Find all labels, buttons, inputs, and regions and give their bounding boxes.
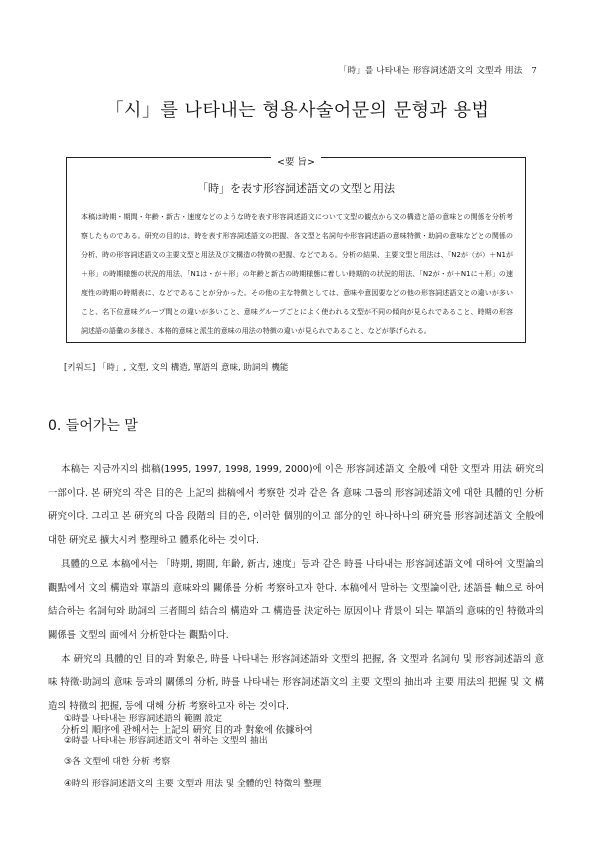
abstract-body: 本稿は時期・期間・年齢・新古・速度などのような時を表す形容詞述語文について文型の観点から文の構造と語の意味との関係を分析考察したものである。研究の目的は、時を表す形容詞述語文の把握、各文型と名詞句や形容詞述語の意味特徴・助詞の意味などとの関係の分析、時の形容詞述語文の主要文型と用法及び文構造の特徴の把握、などである。分析の結果、主要文型と用法は、「N2が（が）＋N1が＋形」の時期様態の状況的用法、「N1は・が＋形」の年齢と新古の時期様態に着しい時期的の状況的用法、「N2が・が＋N1に＋形」の速度性の時期の時期表に、などであることが分かった。その他の主な特徴としては、意味や意図要などの他の形容詞述語文との違いが多いこと、名下位意味グループ間との違いが多いこと、意味グループごとによく使われる文型が不同の傾向が見られであること、時期の形容詞述語の語彙の多様さ、本格的意味と派生的意味の用法の特徴の違いが見られであること、などが挙げられる。 [81,213,513,335]
section-heading: 0. 들어가는 말 [48,418,138,434]
abstract-box [66,157,526,343]
page-title: 「시」를 나타내는 형용사술어문의 문형과 용법 [105,100,490,121]
list-item: ①時를 나타내는 形容詞述語의 範圍 設定 [64,714,223,724]
abstract-label-wrap [67,150,525,169]
paragraph: 具體的으로 本稿에서는 「時期, 期間, 年齡, 新古, 速度」등과 같은 時를 나타내는 形容詞述語文에 대하여 文型論의 觀點에서 文의 構造와 單語의 意味와의 關係를 分析 考察하고자 한다. 本稿에서 말하는 文型論이란, 述語를 軸으로 하여 結合하는 名詞句와 助詞의 三者間의 結合의 構造와 그 構造를 決定하는 原因이나 背景이 되는 單語의 意味的인 特徵과의 關係를 文型의 面에서 分析한다는 觀點이다. [48,558,544,641]
list-item: ④時의 形容詞述語文의 主要 文型과 用法 및 全體的인 特徵의 整理 [64,778,322,789]
paragraph: 分析의 順序에 관해서는 上記의 硏究 目的과 對象에 依據하여 [61,724,313,736]
list-item: ③各 文型에 대한 分析 考察 [64,757,171,767]
keywords: [키워드] 「時」, 文型, 文의 構造, 單語의 意味, 助詞의 機能 [64,363,289,373]
page-number: 7 [531,66,537,76]
abstract-title: 「時」を表す形容詞述語文の文型と用法 [197,182,395,195]
paragraph: 本 硏究의 具體的인 目的과 對象은, 時를 나타내는 形容詞述語와 文型의 把握, 各 文型과 名詞句 및 形容詞述語의 意味 特徵·助詞의 意味 등과의 關係의 分析, 時를 나타내는 形容詞述語文의 主要 文型의 抽出과 主要 用法의 把握 및 文 構造의 特徵의 把握, 등에 대해 分析 考察하고자 하는 것이다. [48,653,544,713]
running-header [339,64,537,76]
body-text [48,458,544,742]
abstract-label: <要 旨> [271,157,321,168]
running-title: 「時」를 나타내는 形容詞述語文의 文型과 用法 [338,66,523,76]
list-item: ②時를 나타내는 形容詞述語文이 취하는 文型의 抽出 [64,735,268,746]
paragraph: 本稿는 지금까지의 拙稿(1995, 1997, 1998, 1999, 2000)에 이은 形容詞述語文 全般에 대한 文型과 用法 硏究의 一部이다. 본 硏究의 작은 目的은 上記의 拙稿에서 考察한 것과 같은 各 意味 그룹의 形容詞述語文에 대한 具體的인 分析 硏究이다. 그리고 본 硏究의 다음 段階의 目的은, 이러한 個別的이고 部分的인 하나하나의 硏究를 形容詞述語文 全般에 대한 硏究로 擴大시켜 整理하고 體系化하는 것이다. [48,464,544,547]
step-list [64,709,321,795]
